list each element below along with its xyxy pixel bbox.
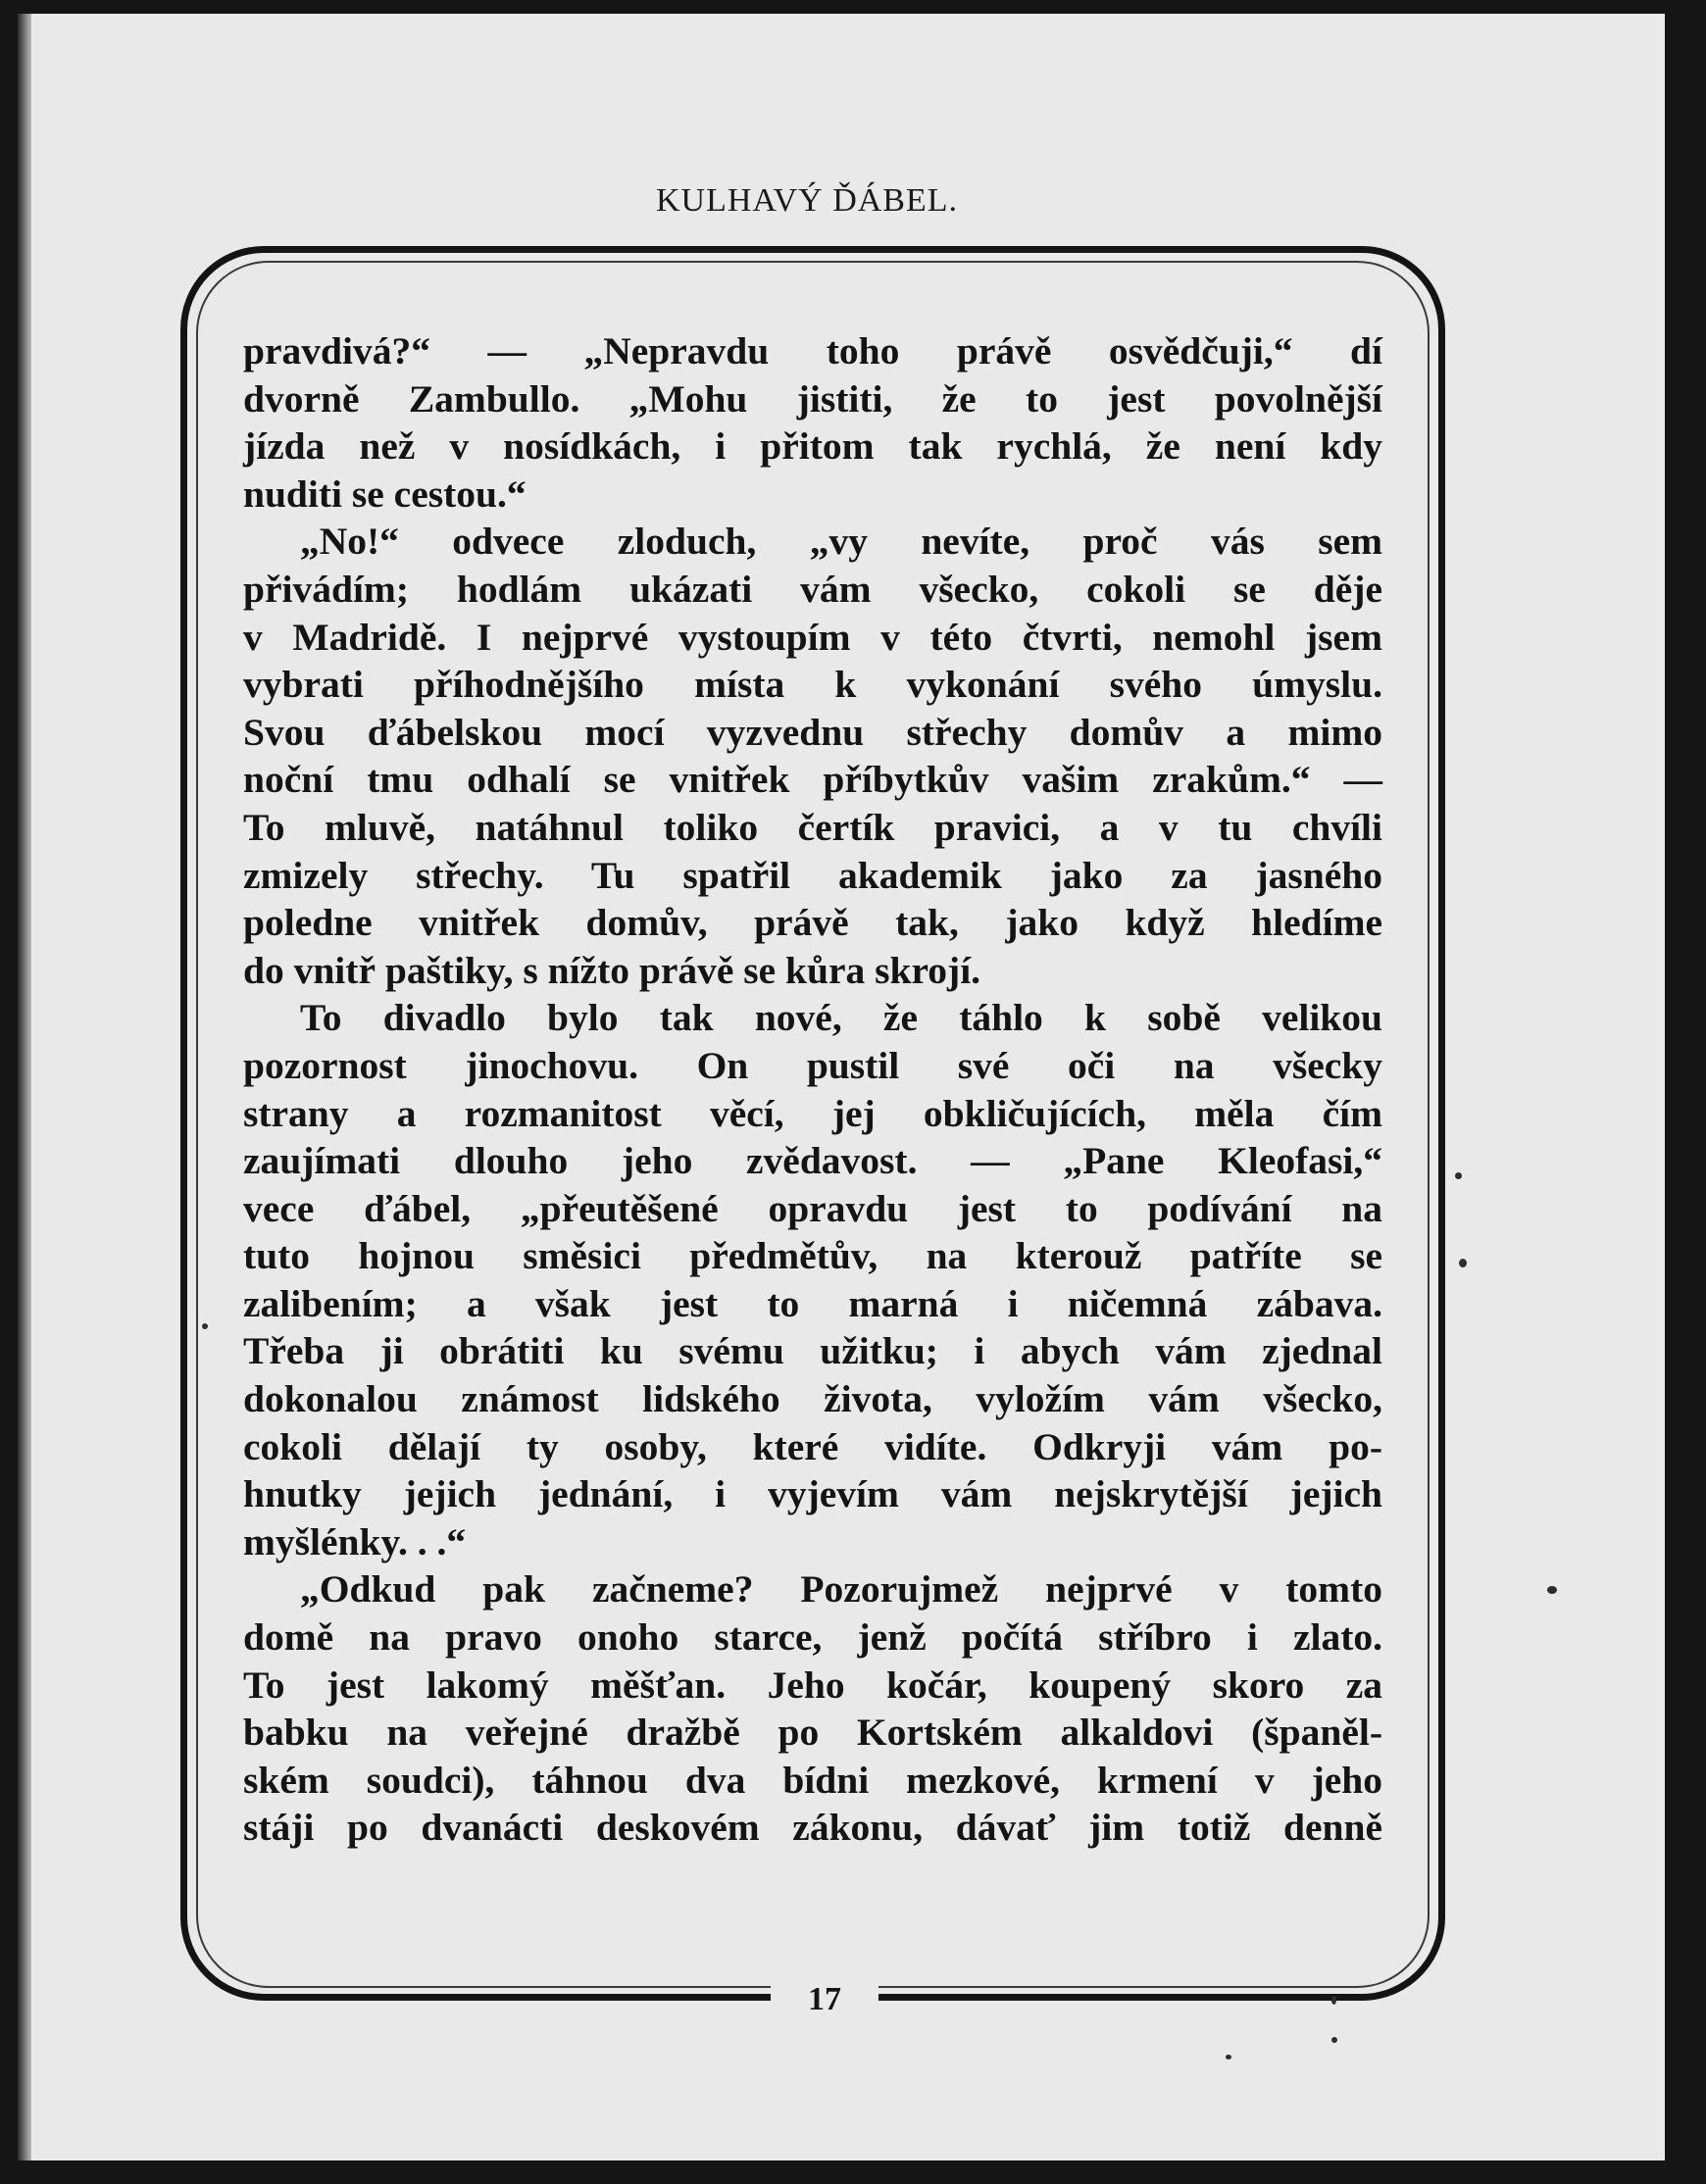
text-line: zalibením; a však jest to marná i ničemná zábava.: [243, 1281, 1382, 1325]
text-line: nuditi se cestou.“: [243, 472, 527, 516]
paper-speck: [1226, 2055, 1231, 2060]
body-text: [243, 327, 1382, 1852]
text-line: zmizely střechy. Tu spatřil akademik jako za jasného: [243, 853, 1382, 897]
text-line: pozornost jinochovu. On pustil své oči na všecky: [243, 1043, 1382, 1087]
text-line: To mluvě, natáhnul toliko čertík pravici, a v tu chvíli: [243, 805, 1382, 849]
paper-speck: [1455, 1172, 1462, 1179]
page-spine-shadow: [18, 14, 31, 2160]
text-line: dokonalou známost lidského života, vyložím vám všecko,: [243, 1377, 1382, 1421]
paper-speck: [1459, 1259, 1467, 1267]
text-line: přivádím; hodlám ukázati vám všecko, cokoli se děje: [243, 567, 1382, 611]
text-line: zaujímati dlouho jeho zvědavost. — „Pane Kleofasi,“: [243, 1139, 1382, 1183]
paper-speck: [202, 1323, 208, 1329]
text-line: „Odkud pak začneme? Pozorujmež nejprvé v tomto: [300, 1567, 1382, 1612]
book-page: [18, 14, 1665, 2160]
text-line: cokoli dělají ty osoby, které vidíte. Odkryji vám po-: [243, 1424, 1382, 1468]
text-line: noční tmu odhalí se vnitřek příbytkův vašim zrakům.“ —: [243, 758, 1382, 802]
text-line: Třeba ji obrátiti ku svému užitku; i abych vám zjednal: [243, 1329, 1382, 1373]
paper-speck: [1547, 1586, 1557, 1594]
text-line: hnutky jejich jednání, i vyjevím vám nejskrytější jejich: [243, 1472, 1382, 1516]
text-line: Svou ďábelskou mocí vyzvednu střechy domův a mimo: [243, 710, 1382, 754]
text-line: babku na veřejné dražbě po Kortském alkaldovi (španěl-: [243, 1711, 1382, 1755]
page-number: 17: [808, 1981, 841, 2017]
text-line: jízda než v nosídkách, i přitom tak rychlá, že není kdy: [243, 424, 1382, 469]
text-line: poledne vnitřek domův, právě tak, jako když hledíme: [243, 901, 1382, 945]
running-head: KULHAVÝ ĎÁBEL.: [655, 182, 959, 219]
text-line: To divadlo bylo tak nové, že táhlo k sobě velikou: [300, 996, 1382, 1040]
text-line: do vnitř paštiky, s nížto právě se kůra skrojí.: [243, 948, 981, 992]
text-line: vybrati příhodnějšího místa k vykonání svého úmyslu.: [243, 663, 1382, 707]
text-line: pravdivá?“ — „Nepravdu toho právě osvědčuji,“ dí: [243, 329, 1382, 372]
text-line: dvorně Zambullo. „Mohu jistiti, že to jest povolnější: [243, 376, 1382, 421]
text-line: domě na pravo onoho starce, jenž počítá stříbro i zlato.: [243, 1615, 1382, 1660]
text-line: strany a rozmanitost věcí, jej obkličujících, měla čím: [243, 1091, 1382, 1135]
text-line: v Madridě. I nejprvé vystoupím v této čtvrti, nemohl jsem: [243, 615, 1382, 659]
text-line: vece ďábel, „přeutěšené opravdu jest to podívání na: [243, 1186, 1382, 1230]
text-line: stáji po dvanácti deskovém zákonu, dávať jim totiž denně: [243, 1806, 1382, 1850]
text-line: ském soudci), táhnou dva bídni mezkové, krmení v jeho: [243, 1758, 1382, 1802]
paper-speck: [1331, 1996, 1336, 2005]
paper-speck: [1331, 2037, 1337, 2043]
text-line: To jest lakomý měšťan. Jeho kočár, koupený skoro za: [243, 1663, 1382, 1707]
text-line: myšlénky. . .“: [243, 1519, 467, 1564]
text-line: „No!“ odvece zloduch, „vy nevíte, proč vás sem: [300, 520, 1382, 564]
text-line: tuto hojnou směsici předmětův, na kterouž patříte se: [243, 1234, 1382, 1278]
